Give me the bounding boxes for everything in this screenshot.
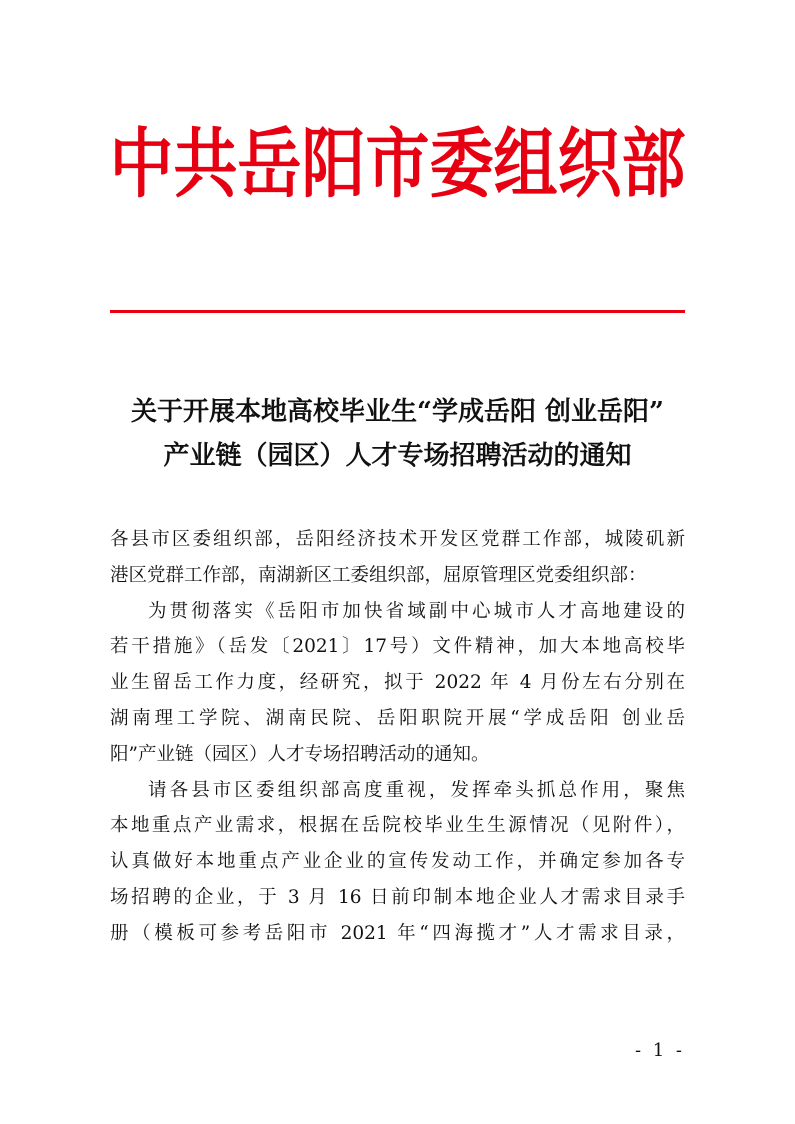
recipients-line: 各县市区委组织部，岳阳经济技术开发区党群工作部，城陵矶新 xyxy=(110,529,685,550)
document-title-line-1: 关于开展本地高校毕业生“学成岳阳 创业岳阳” xyxy=(131,397,664,427)
document-title xyxy=(100,390,695,478)
red-separator-rule xyxy=(110,310,685,313)
paragraph-1-line: 阳”产业链（园区）人才专场招聘活动的通知。 xyxy=(110,743,490,765)
document-body xyxy=(110,522,685,952)
recipients-line: 港区党群工作部，南湖新区工委组织部，屈原管理区党委组织部： xyxy=(110,564,647,586)
paragraph-1-line: 湖南理工学院、湖南民院、岳阳职院开展“学成岳阳 创业岳 xyxy=(110,707,685,729)
paragraph-1-line: 为贯彻落实《岳阳市加快省域副中心城市人才高地建设的 xyxy=(148,600,685,622)
paragraph-2-line: 场招聘的企业，于 3 月 16 日前印制本地企业人才需求目录手 xyxy=(110,886,685,908)
paragraph-1-line: 若干措施》（岳发〔2021〕17号）文件精神，加大本地高校毕 xyxy=(110,636,685,658)
paragraph-2-line: 认真做好本地重点产业企业的宣传发动工作，并确定参加各专 xyxy=(110,851,685,873)
paragraph-2-line: 册（模板可参考岳阳市 2021 年“四海揽才”人才需求目录， xyxy=(110,922,685,944)
page-number: - 1 - xyxy=(634,1040,685,1061)
paragraph-2-line: 请各县市区委组织部高度重视，发挥牵头抓总作用，聚焦 xyxy=(148,779,685,801)
paragraph-1-line: 业生留岳工作力度，经研究，拟于 2022 年 4 月份左右分别在 xyxy=(110,672,685,694)
paragraph-2-line: 本地重点产业需求，根据在岳院校毕业生生源情况（见附件）， xyxy=(110,815,685,837)
document-title-line-2: 产业链（园区）人才专场招聘活动的通知 xyxy=(163,441,632,471)
issuing-organization-header: 中共岳阳市委组织部 xyxy=(109,120,686,209)
